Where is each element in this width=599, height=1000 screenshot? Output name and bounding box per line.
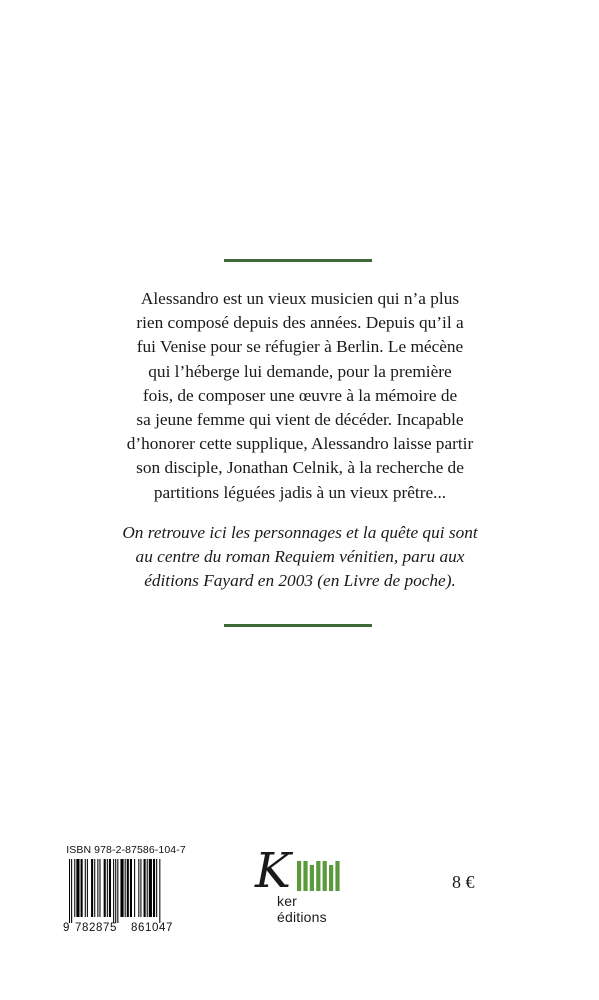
logo-bar bbox=[335, 861, 339, 891]
barcode-bars bbox=[69, 859, 183, 923]
note-line: On retrouve ici les personnages et la quête qui sont bbox=[122, 523, 478, 542]
synopsis-line: sa jeune femme qui vient de décéder. Incapable bbox=[136, 410, 464, 430]
synopsis-line: son disciple, Jonathan Celnik, à la recherche de bbox=[136, 458, 464, 478]
barcode-bar bbox=[76, 859, 79, 917]
barcode-bar bbox=[159, 859, 160, 923]
logo-piano-bars-icon bbox=[295, 857, 343, 891]
publisher-logo bbox=[255, 843, 347, 925]
barcode-bar bbox=[97, 859, 98, 917]
logo-k-glyph: K bbox=[255, 843, 291, 899]
publisher-name: ker éditions bbox=[277, 893, 327, 925]
barcode-bar bbox=[130, 859, 132, 917]
barcode-bar bbox=[156, 859, 157, 917]
barcode-bar bbox=[109, 859, 111, 917]
synopsis-line: Alessandro est un vieux musicien qui n’a plus bbox=[140, 289, 460, 308]
ean-left-group: 782875 bbox=[75, 922, 117, 934]
isbn-label: ISBN 978-2-87586-104-7 bbox=[66, 844, 186, 856]
barcode-bar bbox=[127, 859, 129, 917]
logo-bar bbox=[316, 861, 320, 891]
synopsis-line: fui Venise pour se réfugier à Berlin. Le mécène bbox=[136, 337, 464, 357]
barcode-bar bbox=[147, 859, 148, 917]
top-divider-rule bbox=[224, 259, 372, 262]
context-note bbox=[70, 521, 530, 594]
barcode-bar bbox=[144, 859, 146, 917]
logo-bar bbox=[310, 865, 314, 891]
synopsis-paragraph bbox=[80, 287, 520, 505]
ean-first-digit: 9 bbox=[63, 922, 70, 934]
barcode-bar bbox=[149, 859, 152, 917]
barcode-bar bbox=[125, 859, 126, 917]
barcode-bar bbox=[140, 859, 141, 917]
barcode-bar bbox=[74, 859, 75, 917]
note-line: au centre du roman Requiem vénitien, paru aux bbox=[135, 547, 465, 567]
barcode-bar bbox=[107, 859, 108, 917]
synopsis-line: fois, de composer une œuvre à la mémoire de bbox=[142, 385, 458, 405]
logo-bar bbox=[329, 865, 333, 891]
ean-right-group: 861047 bbox=[131, 922, 173, 934]
barcode-bar bbox=[138, 859, 139, 917]
note-line: éditions Fayard en 2003 (en Livre de poche). bbox=[144, 571, 456, 591]
barcode-bar bbox=[153, 859, 155, 917]
logo-bar bbox=[323, 861, 327, 891]
barcode-bar bbox=[87, 859, 88, 917]
synopsis-line: qui l’héberge lui demande, pour la première bbox=[148, 361, 452, 381]
barcode-bar bbox=[115, 859, 116, 923]
price-label: 8 € bbox=[452, 872, 475, 892]
barcode-bar bbox=[120, 859, 123, 917]
barcode-bar bbox=[117, 859, 118, 923]
synopsis-line: d’honorer cette supplique, Alessandro laisse partir bbox=[126, 434, 474, 454]
synopsis-line: partitions léguées jadis à un vieux prêtre... bbox=[153, 482, 447, 502]
isbn-barcode bbox=[63, 844, 189, 939]
barcode-bar bbox=[81, 859, 83, 917]
barcode-bar bbox=[69, 859, 70, 923]
barcode-bar bbox=[71, 859, 72, 923]
barcode-bar bbox=[85, 859, 86, 917]
barcode-bar bbox=[91, 859, 93, 917]
logo-bar bbox=[297, 861, 301, 891]
barcode-bar bbox=[134, 859, 135, 917]
synopsis-line: rien composé depuis des années. Depuis qu’il a bbox=[136, 313, 464, 333]
barcode-bar bbox=[104, 859, 106, 917]
barcode-bar bbox=[94, 859, 95, 917]
barcode-bar bbox=[99, 859, 100, 917]
logo-bar bbox=[303, 861, 307, 891]
barcode-bar bbox=[113, 859, 114, 923]
bottom-divider-rule bbox=[224, 624, 372, 627]
